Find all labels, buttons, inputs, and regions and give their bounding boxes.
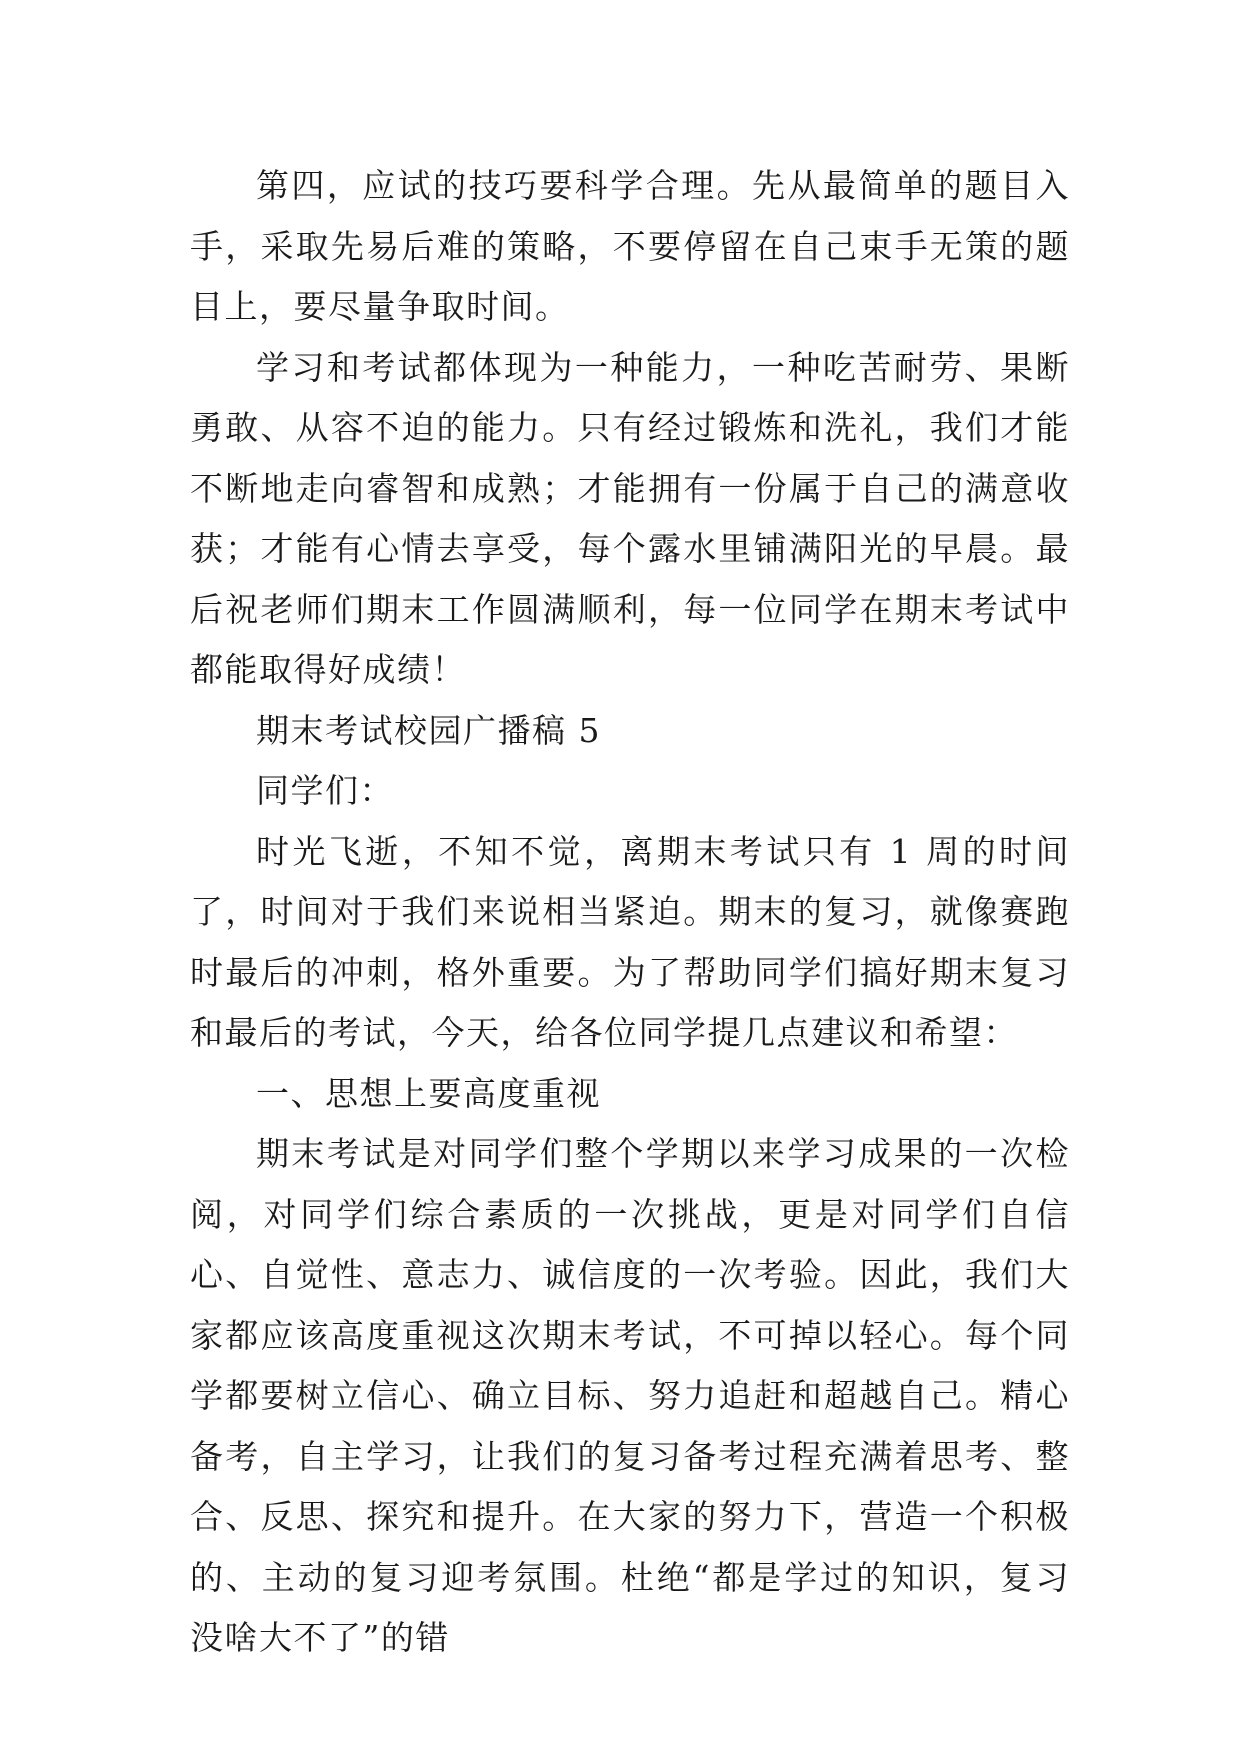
document-body [190,156,1070,1669]
section-title: 期末考试校园广播稿 5 [256,710,601,750]
paragraph-exam-tips: 第四，应试的技巧要科学合理。先从最简单的题目入手，采取先易后难的策略，不要停留在自己束手无策的题目上，要尽量争取时间。 [190,166,1070,326]
subsection-heading: 一、思想上要高度重视 [256,1073,601,1113]
salutation: 同学们： [256,771,394,810]
paragraph-attitude: 期末考试是对同学们整个学期以来学习成果的一次检阅，对同学们综合素质的一次挑战，更是对同学们自信心、自觉性、意志力、诚信度的一次考验。因此，我们大家都应该高度重视这次期末考试，不可掉以轻心。每个同学都要树立信心、确立目标、努力追赶和超越自己。精心备考，自主学习，让我们的复习备考过程充满着思考、整合、反思、探究和提升。在大家的努力下，营造一个积极的、主动的复习迎考氛围。杜绝“都是学过的知识，复习没啥大不了”的错 [190,1134,1070,1657]
paragraph-ability-closing: 学习和考试都体现为一种能力，一种吃苦耐劳、果断勇敢、从容不迫的能力。只有经过锻炼和洗礼，我们才能不断地走向睿智和成熟；才能拥有一份属于自己的满意收获；才能有心情去享受，每个露水里铺满阳光的早晨。最后祝老师们期末工作圆满顺利，每一位同学在期末考试中都能取得好成绩！ [190,347,1070,689]
paragraph-intro: 时光飞逝，不知不觉，离期末考试只有 1 周的时间了，时间对于我们来说相当紧迫。期末的复习，就像赛跑时最后的冲刺，格外重要。为了帮助同学们搞好期末复习和最后的考试，今天，给各位同学提几点建议和希望： [190,831,1070,1052]
